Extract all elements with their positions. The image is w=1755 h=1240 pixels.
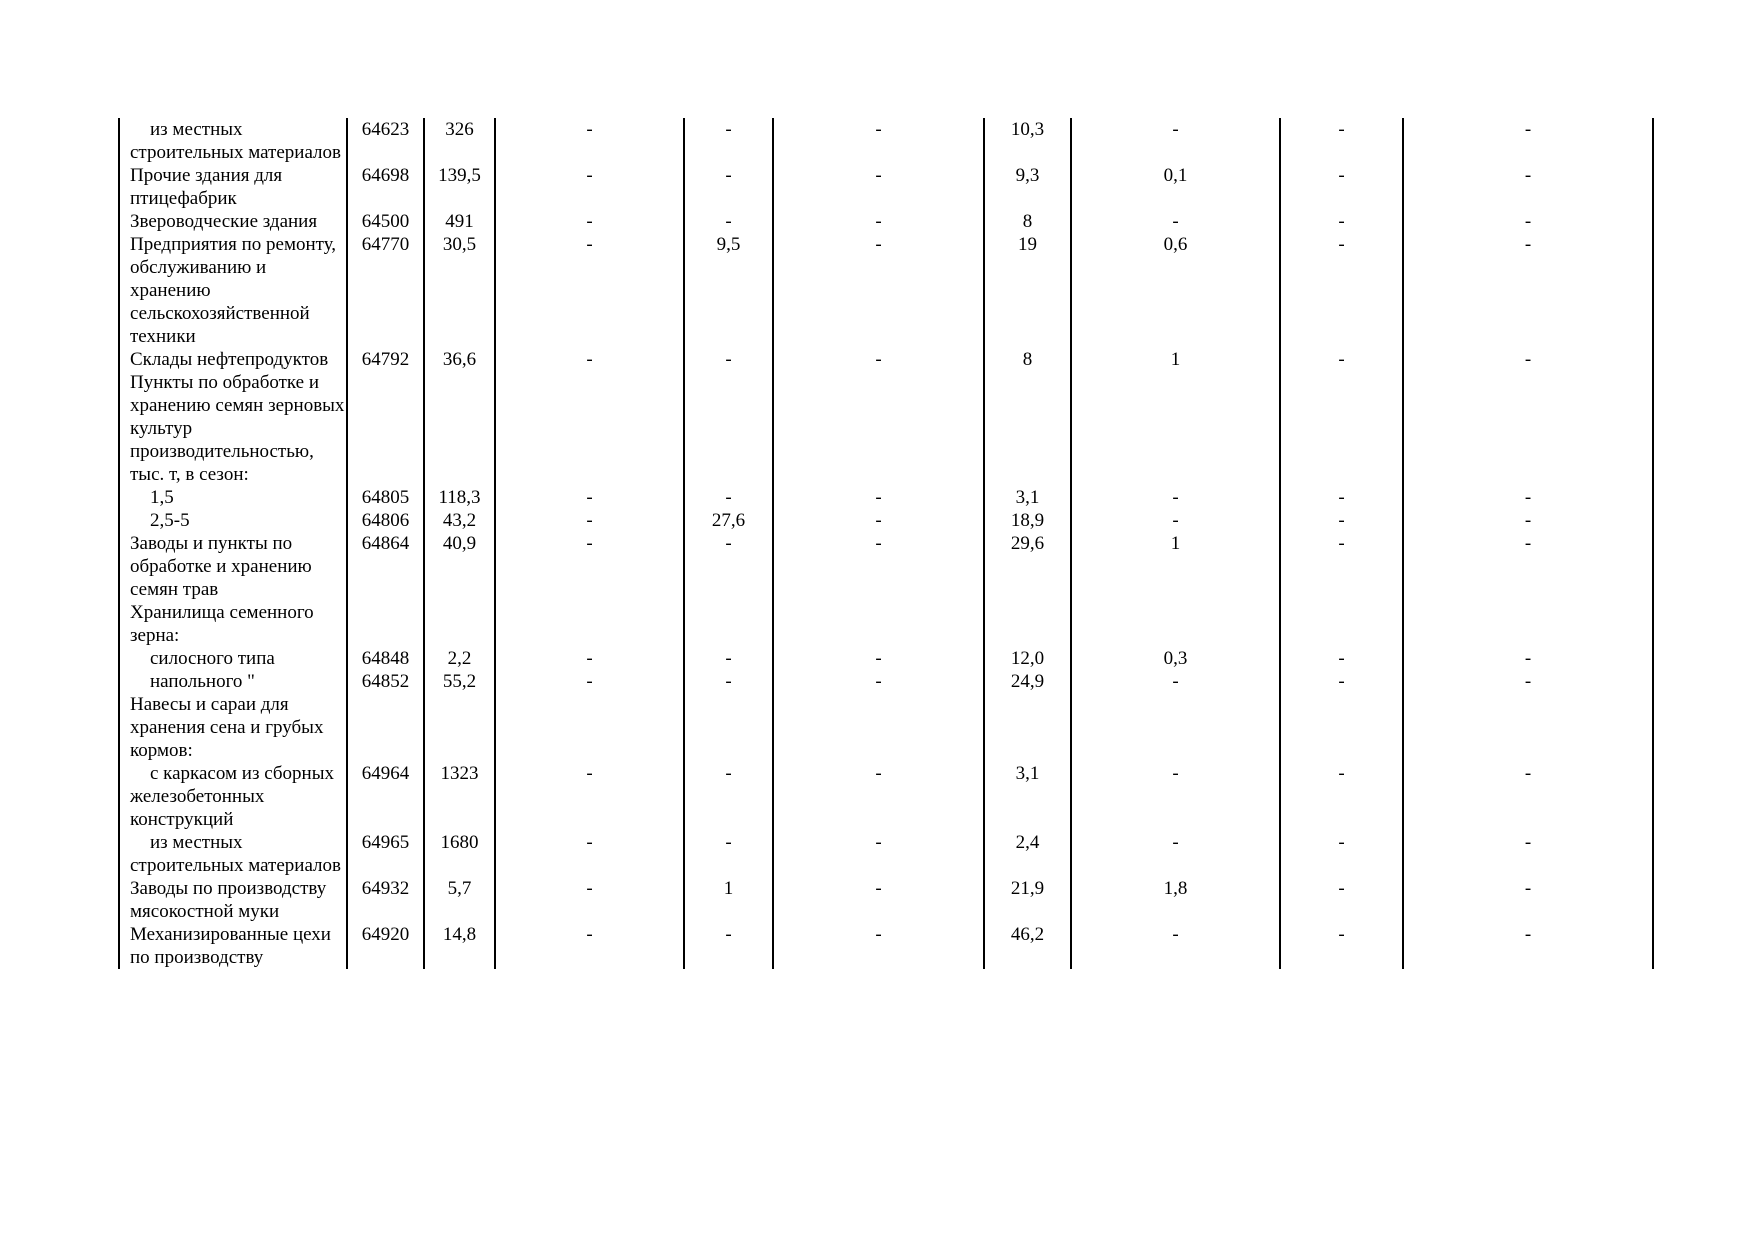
table-row <box>119 371 1653 486</box>
table-cell <box>495 601 684 647</box>
table-cell: 24,9 <box>984 670 1071 693</box>
table-cell <box>424 371 495 486</box>
table-cell: - <box>684 486 773 509</box>
row-label: Прочие здания для птицефабрик <box>119 164 347 210</box>
table-row <box>119 532 1653 601</box>
table-cell: 64698 <box>347 164 424 210</box>
table-cell: - <box>773 670 984 693</box>
table-cell: - <box>495 670 684 693</box>
table-cell: - <box>1071 923 1280 969</box>
table-cell <box>347 601 424 647</box>
table-cell <box>1280 693 1403 762</box>
table-cell <box>424 601 495 647</box>
table-cell: - <box>1403 210 1653 233</box>
table-row <box>119 831 1653 877</box>
table-cell: - <box>1280 532 1403 601</box>
table-cell: 3,1 <box>984 762 1071 831</box>
table-cell: - <box>495 210 684 233</box>
table-cell: - <box>684 647 773 670</box>
table-cell: 46,2 <box>984 923 1071 969</box>
table-cell: 326 <box>424 118 495 164</box>
table-cell: - <box>1071 210 1280 233</box>
table-cell <box>1280 371 1403 486</box>
table-cell: 491 <box>424 210 495 233</box>
table-cell: - <box>1071 509 1280 532</box>
table-cell: - <box>773 647 984 670</box>
table-cell: - <box>773 509 984 532</box>
table-cell: - <box>1280 486 1403 509</box>
table-cell: 2,4 <box>984 831 1071 877</box>
table-cell: - <box>1403 486 1653 509</box>
table-cell: - <box>1403 233 1653 348</box>
table-row <box>119 647 1653 670</box>
table-cell <box>347 371 424 486</box>
row-label: Навесы и сараи для хранения сена и грубых кормов: <box>119 693 347 762</box>
row-label: 2,5-5 <box>119 509 347 532</box>
table-cell: - <box>1280 670 1403 693</box>
table-cell <box>773 371 984 486</box>
table-row <box>119 210 1653 233</box>
table-row <box>119 509 1653 532</box>
table-cell: - <box>1280 233 1403 348</box>
table-cell <box>1403 371 1653 486</box>
table-cell: - <box>495 762 684 831</box>
table-cell <box>495 371 684 486</box>
table-cell: - <box>684 118 773 164</box>
table-cell: 3,1 <box>984 486 1071 509</box>
table-cell: 1 <box>1071 532 1280 601</box>
table-cell: - <box>773 762 984 831</box>
table-cell: - <box>1403 532 1653 601</box>
table-body <box>119 118 1653 969</box>
row-label: напольного " <box>119 670 347 693</box>
table-cell: 0,1 <box>1071 164 1280 210</box>
row-label: Склады нефтепродуктов <box>119 348 347 371</box>
table-cell: - <box>495 923 684 969</box>
table-cell <box>984 371 1071 486</box>
table-cell <box>684 601 773 647</box>
table-cell: 9,3 <box>984 164 1071 210</box>
table-cell: - <box>684 164 773 210</box>
table-row <box>119 693 1653 762</box>
table-cell: 64770 <box>347 233 424 348</box>
table-cell: 8 <box>984 210 1071 233</box>
table-cell: - <box>495 509 684 532</box>
table-cell: 1323 <box>424 762 495 831</box>
table-cell: - <box>1403 647 1653 670</box>
table-cell: - <box>684 831 773 877</box>
table-cell: - <box>773 877 984 923</box>
table-cell: - <box>1403 118 1653 164</box>
table-cell: - <box>1403 877 1653 923</box>
table-cell: 5,7 <box>424 877 495 923</box>
table-cell: 8 <box>984 348 1071 371</box>
table-cell: 43,2 <box>424 509 495 532</box>
table-cell <box>1071 693 1280 762</box>
table-cell: 64964 <box>347 762 424 831</box>
row-label: из местных строительных материалов <box>119 118 347 164</box>
table-cell: - <box>684 210 773 233</box>
table-cell <box>684 371 773 486</box>
table-cell: - <box>1280 762 1403 831</box>
table-cell: 64852 <box>347 670 424 693</box>
table-cell: 27,6 <box>684 509 773 532</box>
table-cell: - <box>773 831 984 877</box>
row-label: Хранилища семенного зерна: <box>119 601 347 647</box>
table-cell: 29,6 <box>984 532 1071 601</box>
table-cell <box>1403 601 1653 647</box>
table-row <box>119 118 1653 164</box>
table-cell: 64848 <box>347 647 424 670</box>
table-cell: - <box>1280 118 1403 164</box>
table-cell: 40,9 <box>424 532 495 601</box>
table-cell: - <box>773 233 984 348</box>
table-cell: - <box>773 348 984 371</box>
table-cell: - <box>1403 348 1653 371</box>
table-cell: - <box>684 923 773 969</box>
table-cell: 64965 <box>347 831 424 877</box>
table-cell: - <box>773 486 984 509</box>
table-cell: - <box>1403 164 1653 210</box>
table-cell: 64805 <box>347 486 424 509</box>
table-cell <box>424 693 495 762</box>
table-cell: - <box>773 532 984 601</box>
table-cell <box>773 601 984 647</box>
table-cell: 12,0 <box>984 647 1071 670</box>
table-row <box>119 670 1653 693</box>
table-cell: - <box>1071 118 1280 164</box>
row-label: Звероводческие здания <box>119 210 347 233</box>
table-cell: 36,6 <box>424 348 495 371</box>
table-row <box>119 233 1653 348</box>
table-cell: - <box>1403 831 1653 877</box>
table-cell: 118,3 <box>424 486 495 509</box>
table-cell <box>984 693 1071 762</box>
table-cell: 1 <box>684 877 773 923</box>
table-cell: 0,6 <box>1071 233 1280 348</box>
table-cell: - <box>773 923 984 969</box>
table-cell: 64806 <box>347 509 424 532</box>
row-label: Предприятия по ремонту, обслуживанию и хранению сельскохозяйственной техники <box>119 233 347 348</box>
table-cell: 55,2 <box>424 670 495 693</box>
table-cell: - <box>1280 164 1403 210</box>
table-row <box>119 923 1653 969</box>
table-row <box>119 762 1653 831</box>
table-cell: - <box>1280 831 1403 877</box>
table-cell: 64500 <box>347 210 424 233</box>
table-cell: 30,5 <box>424 233 495 348</box>
table-cell: - <box>1280 877 1403 923</box>
table-cell <box>1071 371 1280 486</box>
table-cell: - <box>495 348 684 371</box>
table-cell: 10,3 <box>984 118 1071 164</box>
table-cell: - <box>1071 486 1280 509</box>
table-cell: - <box>495 486 684 509</box>
table-cell: - <box>1403 509 1653 532</box>
table-cell: 64792 <box>347 348 424 371</box>
table-cell: 64920 <box>347 923 424 969</box>
row-label: 1,5 <box>119 486 347 509</box>
table-row <box>119 348 1653 371</box>
table-cell: - <box>1280 509 1403 532</box>
table-cell: - <box>495 647 684 670</box>
table-cell: 14,8 <box>424 923 495 969</box>
table-cell <box>347 693 424 762</box>
table-cell: - <box>1071 831 1280 877</box>
row-label: Заводы и пункты по обработке и хранению семян трав <box>119 532 347 601</box>
table-cell: 21,9 <box>984 877 1071 923</box>
row-label: с каркасом из сборных железобетонных конструкций <box>119 762 347 831</box>
table-cell: - <box>495 532 684 601</box>
table-cell: 64864 <box>347 532 424 601</box>
table-cell <box>684 693 773 762</box>
table-cell: - <box>684 532 773 601</box>
table-cell: - <box>495 877 684 923</box>
table-cell: 1 <box>1071 348 1280 371</box>
table-row <box>119 877 1653 923</box>
table-cell <box>773 693 984 762</box>
table-cell: 1,8 <box>1071 877 1280 923</box>
table-cell: 64623 <box>347 118 424 164</box>
table-cell: - <box>1280 348 1403 371</box>
table-row <box>119 486 1653 509</box>
table-cell: 19 <box>984 233 1071 348</box>
row-label: из местных строительных материалов <box>119 831 347 877</box>
table-cell: - <box>773 164 984 210</box>
table-cell: 139,5 <box>424 164 495 210</box>
table-cell: 64932 <box>347 877 424 923</box>
table-cell: - <box>1403 923 1653 969</box>
row-label: Механизированные цехи по производству <box>119 923 347 969</box>
table-cell: - <box>495 118 684 164</box>
table-cell: 1680 <box>424 831 495 877</box>
table-cell: 9,5 <box>684 233 773 348</box>
table-cell <box>1071 601 1280 647</box>
table-cell: - <box>1280 210 1403 233</box>
table-row <box>119 601 1653 647</box>
table-cell <box>1403 693 1653 762</box>
table-cell: - <box>1403 670 1653 693</box>
table-cell: - <box>684 670 773 693</box>
table-cell <box>1280 601 1403 647</box>
table-cell: - <box>495 233 684 348</box>
table-cell: - <box>684 762 773 831</box>
table-cell <box>984 601 1071 647</box>
table-cell: - <box>684 348 773 371</box>
table-row <box>119 164 1653 210</box>
table-cell: - <box>1403 762 1653 831</box>
table-cell: - <box>495 831 684 877</box>
table-cell: - <box>1071 762 1280 831</box>
table-cell: - <box>1280 647 1403 670</box>
row-label: Пункты по обработке и хранению семян зерновых культур производительностью, тыс. т, в сезон: <box>119 371 347 486</box>
table-cell: - <box>773 210 984 233</box>
table-cell: 18,9 <box>984 509 1071 532</box>
table-cell: - <box>773 118 984 164</box>
table-cell <box>495 693 684 762</box>
row-label: силосного типа <box>119 647 347 670</box>
table-cell: - <box>495 164 684 210</box>
data-table <box>118 118 1654 969</box>
table-cell: - <box>1071 670 1280 693</box>
table-cell: 0,3 <box>1071 647 1280 670</box>
table-cell: - <box>1280 923 1403 969</box>
row-label: Заводы по производству мясокостной муки <box>119 877 347 923</box>
table-cell: 2,2 <box>424 647 495 670</box>
